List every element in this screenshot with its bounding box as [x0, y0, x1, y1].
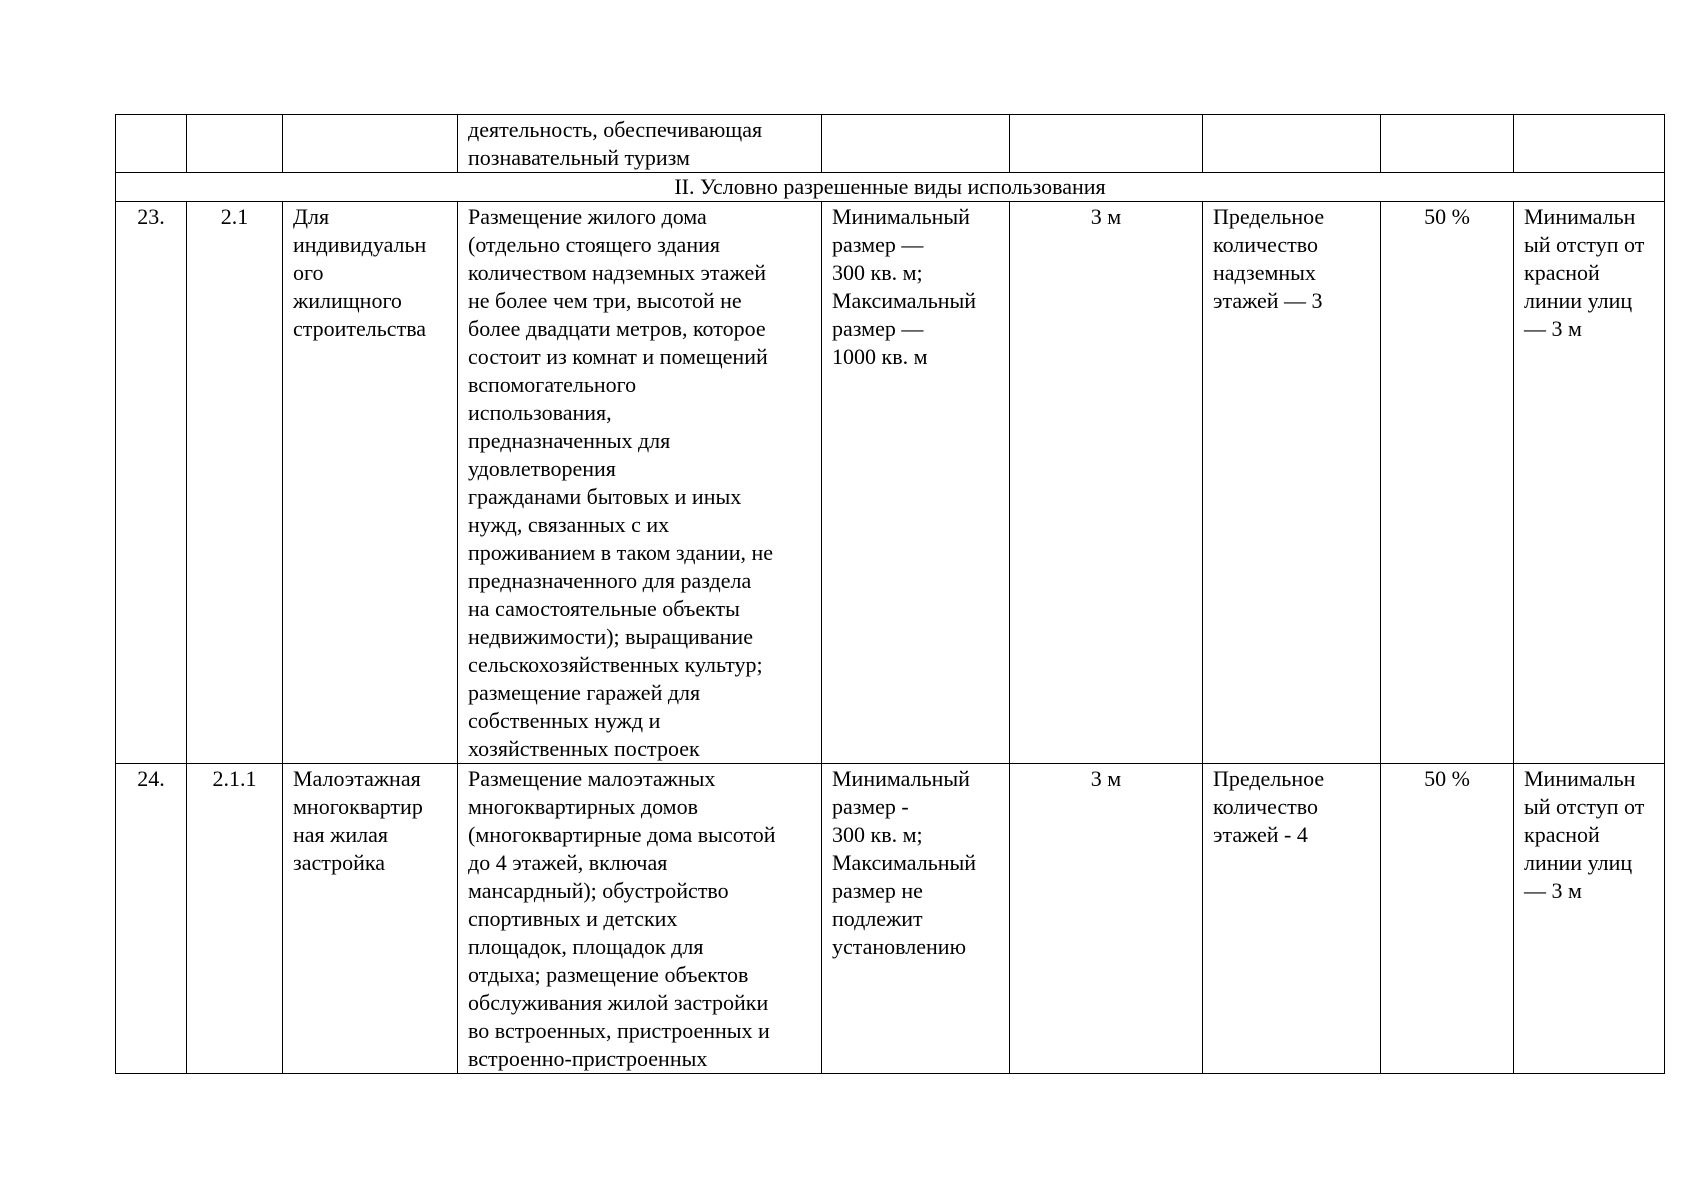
cell-num — [116, 115, 187, 173]
cell-description: деятельность, обеспечивающая познавательный туризм — [458, 115, 822, 173]
cell-plot-size: Минимальный размер - 300 кв. м; Максимальный размер не подлежит установлению — [822, 764, 1010, 1074]
cell-setback: 3 м — [1010, 764, 1203, 1074]
cell-num: 23. — [116, 202, 187, 764]
cell-setback — [1010, 115, 1203, 173]
cell-num: 24. — [116, 764, 187, 1074]
cell-coverage: 50 % — [1381, 202, 1514, 764]
cell-code: 2.1.1 — [187, 764, 283, 1074]
cell-floors: Предельное количество этажей - 4 — [1203, 764, 1381, 1074]
cell-other — [1514, 115, 1665, 173]
cell-other: Минимальн ый отступ от красной линии улиц — 3 м — [1514, 202, 1665, 764]
cell-name — [283, 115, 458, 173]
cell-description: Размещение жилого дома (отдельно стоящего здания количеством надземных этажей не более чем три, высотой не более двадцати метров, которое состоит из комнат и помещений вспомогательного использования, предназначенных для удовлетворения гражданами бытовых и иных нужд, связанных с их проживанием в таком здании, не предназначенного для раздела на самостоятельные объекты недвижимости); выращивание сельскохозяйственных культур; размещение гаражей для собственных нужд и хозяйственных построек — [458, 202, 822, 764]
section-title: II. Условно разрешенные виды использования — [116, 173, 1665, 202]
cell-name: Для индивидуальн ого жилищного строительства — [283, 202, 458, 764]
zoning-table — [115, 114, 1665, 1074]
cell-code — [187, 115, 283, 173]
cell-description: Размещение малоэтажных многоквартирных домов (многоквартирные дома высотой до 4 этажей, включая мансардный); обустройство спортивных и детских площадок, площадок для отдыха; размещение объектов обслуживания жилой застройки во встроенных, пристроенных и встроенно-пристроенных — [458, 764, 822, 1074]
cell-floors: Предельное количество надземных этажей — 3 — [1203, 202, 1381, 764]
cell-other: Минимальн ый отступ от красной линии улиц — 3 м — [1514, 764, 1665, 1074]
cell-setback: 3 м — [1010, 202, 1203, 764]
cell-coverage — [1381, 115, 1514, 173]
cell-plot-size: Минимальный размер — 300 кв. м; Максимальный размер — 1000 кв. м — [822, 202, 1010, 764]
cell-plot-size — [822, 115, 1010, 173]
table-row — [116, 202, 1665, 764]
cell-coverage: 50 % — [1381, 764, 1514, 1074]
cell-code: 2.1 — [187, 202, 283, 764]
cell-name: Малоэтажная многоквартир ная жилая застройка — [283, 764, 458, 1074]
table-row — [116, 764, 1665, 1074]
cell-floors — [1203, 115, 1381, 173]
section-row — [116, 173, 1665, 202]
table-row-continued — [116, 115, 1665, 173]
